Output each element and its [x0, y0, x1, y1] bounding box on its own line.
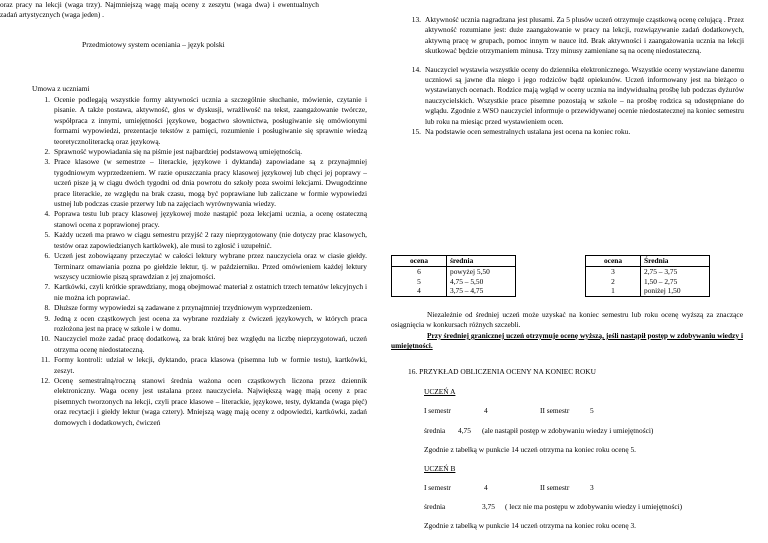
list-item [44, 157, 367, 209]
list-item [411, 127, 744, 137]
item-text: Jedną z ocen cząstkowych jest ocena za wybrane rozdziały z ćwiczeń językowych, w których praca rozłożona jest na pracę w szkole i w domu. [54, 313, 367, 333]
case-a-sem1-value: 4 [484, 406, 488, 415]
note-achievements: Niezależnie od średniej uczeń może uzyskać na koniec semestru lub roku ocenę wyższą za znaczące osiągnięcia w konkursach różnych szczebli. [391, 310, 743, 330]
grade-table-high [391, 255, 516, 297]
item-text: Ocenie podlegają wszystkie formy aktywności ucznia a szczególnie słuchanie, mówienie, czytanie i pisanie. A także postawa, aktywność, głos w dyskusji, wrażliwość na tekst, zaangażowanie twórcze, współpraca z innymi, umiejętności językowe, bogactwo słownictwa, posługiwanie się omówionymi formami wypowiedzi, prezentacje tekstów z pamięci, rozumienie i posługiwanie się sprawnie wiedzą teoretycznoliteracką oraz językową. [54, 95, 367, 146]
list-item [44, 282, 367, 303]
item-text: Dłuższe formy wypowiedzi są zadawane z przynajmniej trzydniowym wyprzedzeniem. [54, 303, 313, 313]
table-cell: 3 [586, 266, 641, 276]
item-number: 2. [44, 147, 50, 157]
item-text: Aktywność ucznia nagradzana jest plusami. Za 5 plusów uczeń otrzymuje cząstkową ocenę celującą . Przez aktywność rozumiane jest: duże zaangażowanie w pracy na lekcji, rozwiązywanie zadań dodatkowych, aktywną pracę w grupach, pomoc innym w nauce itd. Brak aktywności i zaangażowania ucznia na lekcji skutkować będzie otrzymaniem minusa. Trzy minusy zamieniane są na ocenę niedostateczną. [425, 15, 744, 56]
item-text: Nauczyciel wystawia wszystkie oceny do dziennika elektronicznego. Wszystkie oceny wystawiane danemu uczniowi są jawne dla niego i jego rodziców bądź opiekunów. Uczeń informowany jest na bieżąco o wystawianych ocenach. Rodzice mają wgląd w oceny ucznia na indywidualną prośbę lub podczas dyżurów nauczycielskich. Wszystkie prace pisemne pozostają w szkole – na prośbę rodzica są udostępniane do wglądu. Zgodnie z WSO nauczyciel informuje o przewidywanej ocenie niedostatecznej na koniec semestru lub roku na miesiąc przed wystawieniem ocen. [425, 64, 744, 126]
item-number: 7. [44, 282, 50, 292]
continuation-text: oraz pracy na lekcji (waga trzy). Najmniejszą wagę mają oceny z zeszytu (waga dwa) i ewentualnych zadań artystycznych (waga jeden) . [0, 0, 319, 20]
item-number: 5. [44, 230, 50, 240]
list-item [44, 230, 367, 251]
item-text: Nauczyciel może zadać pracę dodatkową, za brak której bez względu na liczbę nieprzygotowań, uczeń otrzyma ocenę niedostateczną. [54, 334, 367, 354]
case-b-sem2-value: 3 [590, 483, 594, 492]
table-cell: 4 [392, 286, 447, 296]
item-number: 3. [44, 157, 50, 167]
case-b-sem1-value: 4 [484, 483, 488, 492]
item-text: Ocenę semestralną/roczną stanowi średnia ważona ocen cząstkowych liczona przez dziennik elektroniczny. Waga oceny jest ustalana przez nauczyciela. Największą wagę mają oceny z prac pisemnych tworzonych na lekcji, czyli prace klasowe – literackie, językowe, testy, dyktanda (waga pięć) oraz recytacji i giełdy lektur (waga cztery). Mniejszą wagę mają oceny z odpowiedzi, kartkówki, zadań domowych i dodatkowych, ćwiczeń [54, 375, 367, 427]
item-number: 13. [411, 15, 421, 24]
table-cell: 3,75 – 4,75 [447, 286, 516, 296]
item-number: 14. [411, 64, 421, 74]
item-text: Uczeń jest zobowiązany przeczytać w całości lektury wybrane przez nauczyciela oraz w ciasie giełdy. Terminarz omawiania pozna po giełdzie lektur, tj. w październiku. Przed omówieniem każdej lektury wszyscy uczniowie piszą sprawdzian z jej znajomości. [54, 251, 367, 281]
item-text: Kartkówki, czyli krótkie sprawdziany, mogą obejmować materiał z ostatnich trzech tematów lekcyjnych i nie można ich poprawiać. [54, 282, 367, 302]
list-item [44, 147, 367, 157]
case-a-sem2: II semestr [540, 406, 570, 415]
table-cell: 1,50 – 2,75 [641, 277, 710, 287]
table-cell: 2 [586, 277, 641, 287]
col-srednia: średnia [447, 256, 516, 267]
case-b-result: Zgodnie z tabelką w punkcie 14 uczeń otrzyma na koniec roku ocenę 3. [424, 521, 636, 530]
item-text: Prace klasowe (w semestrze – literackie, językowe i dyktanda) zapowiadane są z przynajmniej tygodniowym wyprzedzeniem. W razie opuszczania pracy klasowej językowej lub chęci jej poprawy – uczeń pisze ją w ciągu dwóch tygodni od dnia powrotu do szkoły poza swoimi lekcjami. Dwugodzinne prace literackie, ze względu na brak czasu, mogą być poprawiane lub zaliczane w formie wypowiedzi ustnej lub podczas czasie przerwy lub na zajęciach wyrównywania wiedzy. [54, 157, 367, 209]
table-cell: 2,75 – 3,75 [641, 266, 710, 276]
list-item [411, 15, 744, 57]
case-a-sem1: I semestr [424, 406, 451, 415]
item-number: 11. [41, 355, 50, 365]
grade-table-low [585, 255, 710, 297]
col-ocena: ocena [586, 256, 641, 267]
section-16-heading: 16. PRZYKŁAD OBLICZENIA OCENY NA KONIEC ROKU [408, 367, 596, 376]
table-cell: 4,75 – 5,50 [447, 277, 516, 287]
list-item [44, 95, 367, 147]
case-b-avg-note: ( lecz nie ma postępu w zdobywaniu wiedzy i umiejętności) [505, 502, 683, 511]
list-item [44, 303, 367, 313]
list-item [44, 209, 367, 230]
item-number: 9. [44, 313, 50, 323]
right-rules-list [411, 15, 744, 137]
item-number: 15. [411, 127, 421, 137]
list-item [44, 251, 367, 282]
list-item [44, 313, 367, 335]
item-number: 8. [44, 303, 50, 313]
item-text: Na podstawie ocen semestralnych ustalana jest ocena na koniec roku. [425, 127, 631, 137]
col-ocena: ocena [392, 256, 447, 267]
item-number: 1. [44, 95, 50, 104]
case-a-avg-value: 4,75 [458, 426, 471, 435]
table-cell: 6 [392, 266, 447, 276]
item-number: 10. [40, 334, 50, 344]
table-cell: 1 [586, 286, 641, 296]
list-item [41, 355, 367, 376]
item-text: Poprawa testu lub pracy klasowej językowej może nastąpić poza lekcjami ucznia, a ocenę ostateczną stanowi ocena z poprawionej pracy. [54, 209, 367, 229]
case-a-sem2-value: 5 [590, 406, 594, 415]
list-item [40, 334, 367, 355]
col-srednia: Średnia [641, 256, 710, 267]
case-a-result: Zgodnie z tabelką w punkcie 14 uczeń otrzyma na koniec roku ocenę 5. [424, 445, 636, 454]
item-number: 4. [44, 209, 50, 219]
case-a-avg-note: (ale nastąpił postęp w zdobywaniu wiedzy i umiejętności) [482, 426, 654, 435]
item-text: Formy kontroli: udział w lekcji, dyktando, praca klasowa (pisemna lub w formie testu), kartkówki, zeszyt. [54, 355, 367, 375]
left-rules-list [40, 95, 367, 428]
right-column-top [0, 0, 319, 21]
case-b-sem2: II semestr [540, 483, 570, 492]
item-text: Sprawność wypowiadania się na piśmie jest najbardziej podstawową umiejętnością. [54, 147, 303, 157]
table-cell: powyżej 5,50 [447, 266, 516, 276]
case-a-avg: średnia [424, 426, 446, 435]
table-cell: 5 [392, 277, 447, 287]
case-a-label: UCZEŃ A [424, 387, 456, 396]
intro-heading: Umowa z uczniami [32, 84, 90, 93]
item-number: 6. [44, 251, 50, 261]
item-number: 12. [40, 375, 50, 385]
list-item [411, 64, 744, 127]
case-b-sem1: I semestr [424, 483, 451, 492]
table-cell: poniżej 1,50 [641, 286, 710, 296]
case-b-label: UCZEŃ B [424, 464, 456, 473]
list-item [40, 375, 367, 428]
case-b-avg-value: 3,75 [482, 502, 495, 511]
note-progress: Przy średniej granicznej uczeń otrzymuje ocenę wyższą, jeśli nastąpił postęp w zdobywaniu wiedzy i umiejętności. [391, 331, 743, 351]
document-title: Przedmiotowy system oceniania – język polski [82, 40, 225, 49]
case-b-avg: średnia [424, 502, 446, 511]
item-text: Każdy uczeń ma prawo w ciągu semestru przyjść 2 razy nieprzygotowany (nie dotyczy prac klasowych, testów oraz zapowiedzianych kartkówek), ale musi to zgłosić i uzupełnić. [54, 230, 367, 250]
